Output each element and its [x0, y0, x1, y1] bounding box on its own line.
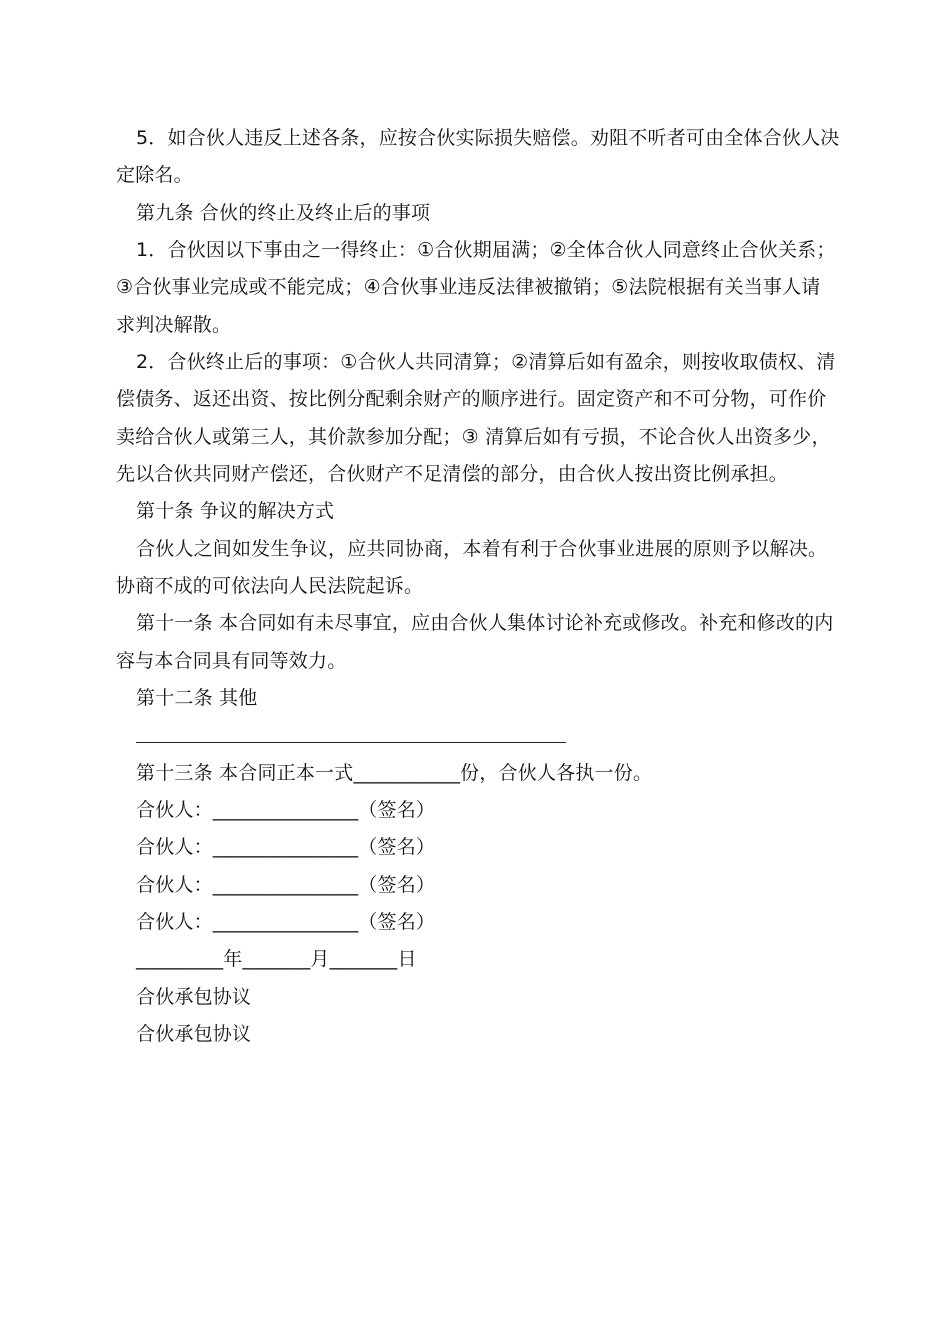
section-heading: 第十条 争议的解决方式: [136, 500, 335, 522]
paragraph-line: 协商不成的可依法向人民法院起诉。: [116, 575, 424, 597]
paragraph-line: 先以合伙共同财产偿还，合伙财产不足清偿的部分，由合伙人按出资比例承担。: [116, 463, 789, 485]
section-heading: 第十二条 其他: [136, 687, 258, 709]
document-title: 合伙承包协议: [136, 986, 252, 1008]
signature-line: 合伙人：_______________（签名）: [136, 911, 436, 933]
paragraph-line: ③合伙事业完成或不能完成；④合伙事业违反法律被撤销；⑤法院根据有关当事人请: [116, 276, 821, 298]
paragraph-line: 合伙人之间如发生争议，应共同协商，本着有利于合伙事业进展的原则予以解决。: [136, 538, 828, 560]
paragraph-line: 1．合伙因以下事由之一得终止：①合伙期届满；②全体合伙人同意终止合伙关系；: [136, 239, 836, 261]
paragraph-line: 第十三条 本合同正本一式___________份，合伙人各执一份。: [136, 762, 653, 784]
paragraph-line: 卖给合伙人或第三人，其价款参加分配；③ 清算后如有亏损，不论合伙人出资多少，: [116, 426, 831, 448]
signature-line: 合伙人：_______________（签名）: [136, 799, 436, 821]
section-heading: 第九条 合伙的终止及终止后的事项: [136, 202, 431, 224]
paragraph-line: 容与本合同具有同等效力。: [116, 650, 347, 672]
paragraph-line: 求判决解散。: [116, 314, 232, 336]
signature-line: 合伙人：_______________（签名）: [136, 836, 436, 858]
document-title: 合伙承包协议: [136, 1023, 252, 1045]
paragraph-line: 5．如合伙人违反上述各条，应按合伙实际损失赔偿。劝阻不听者可由全体合伙人决: [136, 127, 840, 149]
paragraph-line: 定除名。: [116, 164, 193, 186]
date-line: _________年_______月_______日: [136, 948, 417, 970]
blank-rule: [136, 742, 566, 743]
signature-line: 合伙人：_______________（签名）: [136, 874, 436, 896]
paragraph-line: 第十一条 本合同如有未尽事宜，应由合伙人集体讨论补充或修改。补充和修改的内: [136, 612, 834, 634]
paragraph-line: 偿债务、返还出资、按比例分配剩余财产的顺序进行。固定资产和不可分物，可作价: [116, 388, 827, 410]
paragraph-line: 2．合伙终止后的事项：①合伙人共同清算；②清算后如有盈余，则按收取债权、清: [136, 351, 836, 373]
